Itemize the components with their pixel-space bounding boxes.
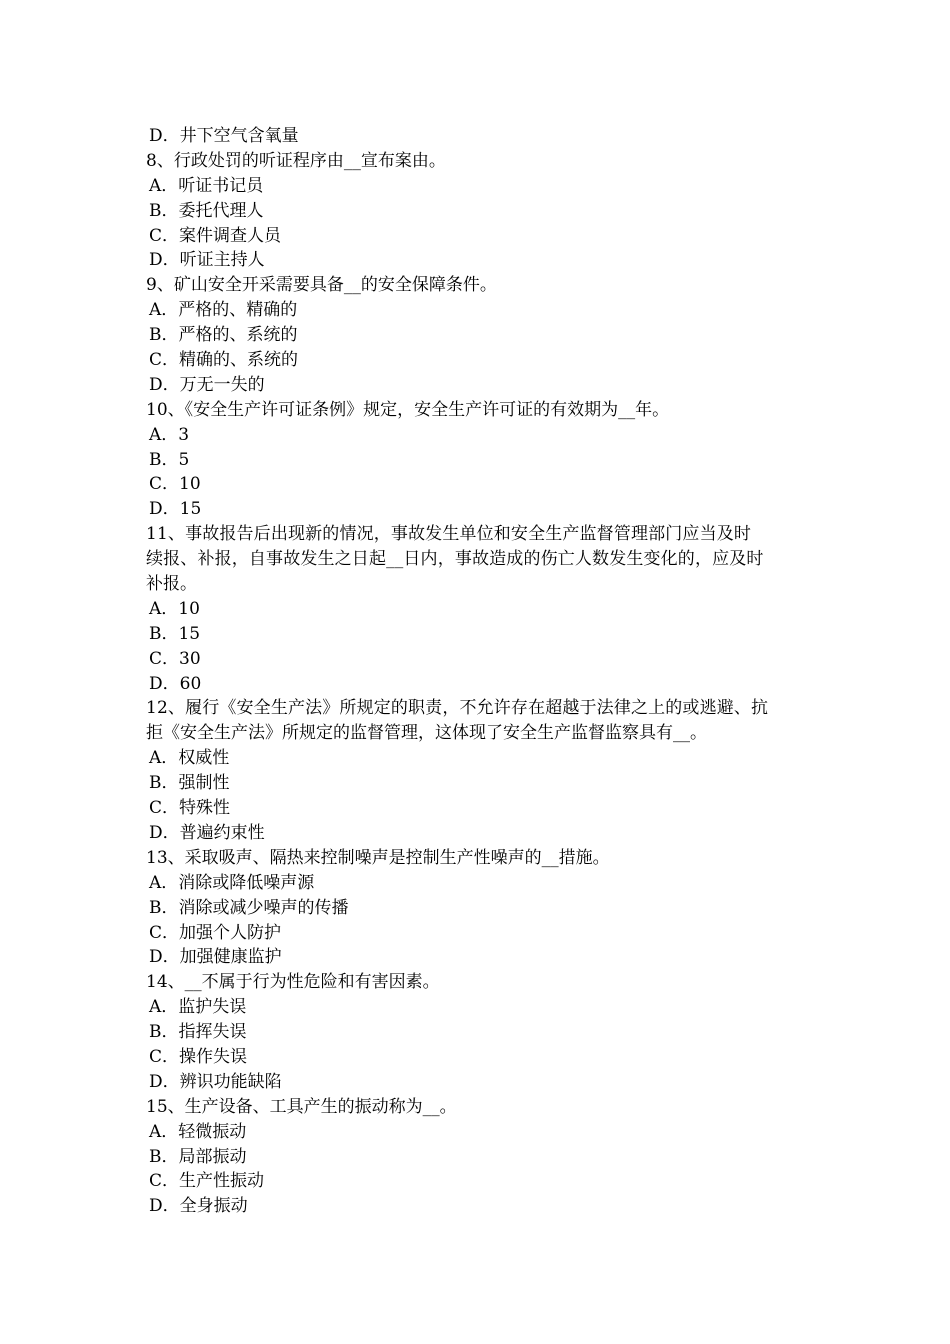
- question-11-line-1: 11、事故报告后出现新的情况，事故发生单位和安全生产监督管理部门应当及时: [146, 524, 752, 545]
- option-c: C．10: [149, 474, 201, 495]
- option-a: A．听证书记员: [149, 175, 264, 196]
- option-a: A．消除或降低噪声源: [149, 872, 315, 893]
- question-9: 9、矿山安全开采需要具备__的安全保障条件。: [146, 275, 497, 296]
- document-page: [146, 124, 810, 1219]
- option-d: D．听证主持人: [149, 250, 265, 271]
- question-8: 8、行政处罚的听证程序由__宣布案由。: [146, 150, 446, 171]
- question-11-line-3: 补报。: [146, 574, 197, 595]
- option-d: D．辨识功能缺陷: [149, 1071, 282, 1092]
- option-d: D．全身振动: [149, 1196, 248, 1217]
- question-14: 14、__不属于行为性危险和有害因素。: [146, 972, 440, 993]
- option-b: B．5: [149, 449, 190, 470]
- option-c: C．案件调查人员: [149, 225, 282, 246]
- option-d: D．普遍约束性: [149, 822, 265, 843]
- option-d: D．万无一失的: [149, 374, 265, 395]
- option-c: C．操作失误: [149, 1046, 248, 1067]
- question-11-line-2: 续报、补报，自事故发生之日起__日内，事故造成的伤亡人数发生变化的，应及时: [146, 549, 764, 570]
- option-a: A．10: [149, 598, 200, 619]
- option-b: B．委托代理人: [149, 200, 264, 221]
- option-c: C．加强个人防护: [149, 922, 282, 943]
- option-a: A．3: [149, 424, 190, 445]
- option-a: A．监护失误: [149, 997, 247, 1018]
- option-b: B．强制性: [149, 773, 230, 794]
- option-b: B．局部振动: [149, 1146, 247, 1167]
- option-a: A．轻微振动: [149, 1121, 247, 1142]
- option-c: C．生产性振动: [149, 1171, 265, 1192]
- question-10: 10、《安全生产许可证条例》规定，安全生产许可证的有效期为__年。: [146, 399, 670, 420]
- question-12-line-2: 拒《安全生产法》所规定的监督管理，这体现了安全生产监督监察具有__。: [146, 723, 707, 744]
- option-c: C．精确的、系统的: [149, 350, 299, 371]
- option-d: D．井下空气含氧量: [149, 126, 299, 146]
- option-c: C．30: [149, 648, 201, 669]
- option-a: A．严格的、精确的: [149, 300, 298, 321]
- option-d: D．加强健康监护: [149, 947, 282, 968]
- question-12-line-1: 12、履行《安全生产法》所规定的职责，不允许存在超越于法律之上的或逃避、抗: [146, 698, 769, 719]
- option-b: B．消除或减少噪声的传播: [149, 897, 349, 918]
- option-b: B．指挥失误: [149, 1022, 247, 1043]
- option-b: B．严格的、系统的: [149, 325, 298, 346]
- question-15: 15、生产设备、工具产生的振动称为__。: [146, 1096, 457, 1117]
- question-13: 13、采取吸声、隔热来控制噪声是控制生产性噪声的__措施。: [146, 847, 610, 868]
- option-d: D．60: [149, 673, 202, 694]
- option-d: D．15: [149, 499, 202, 520]
- option-b: B．15: [149, 623, 201, 644]
- option-c: C．特殊性: [149, 798, 231, 819]
- option-a: A．权威性: [149, 748, 230, 769]
